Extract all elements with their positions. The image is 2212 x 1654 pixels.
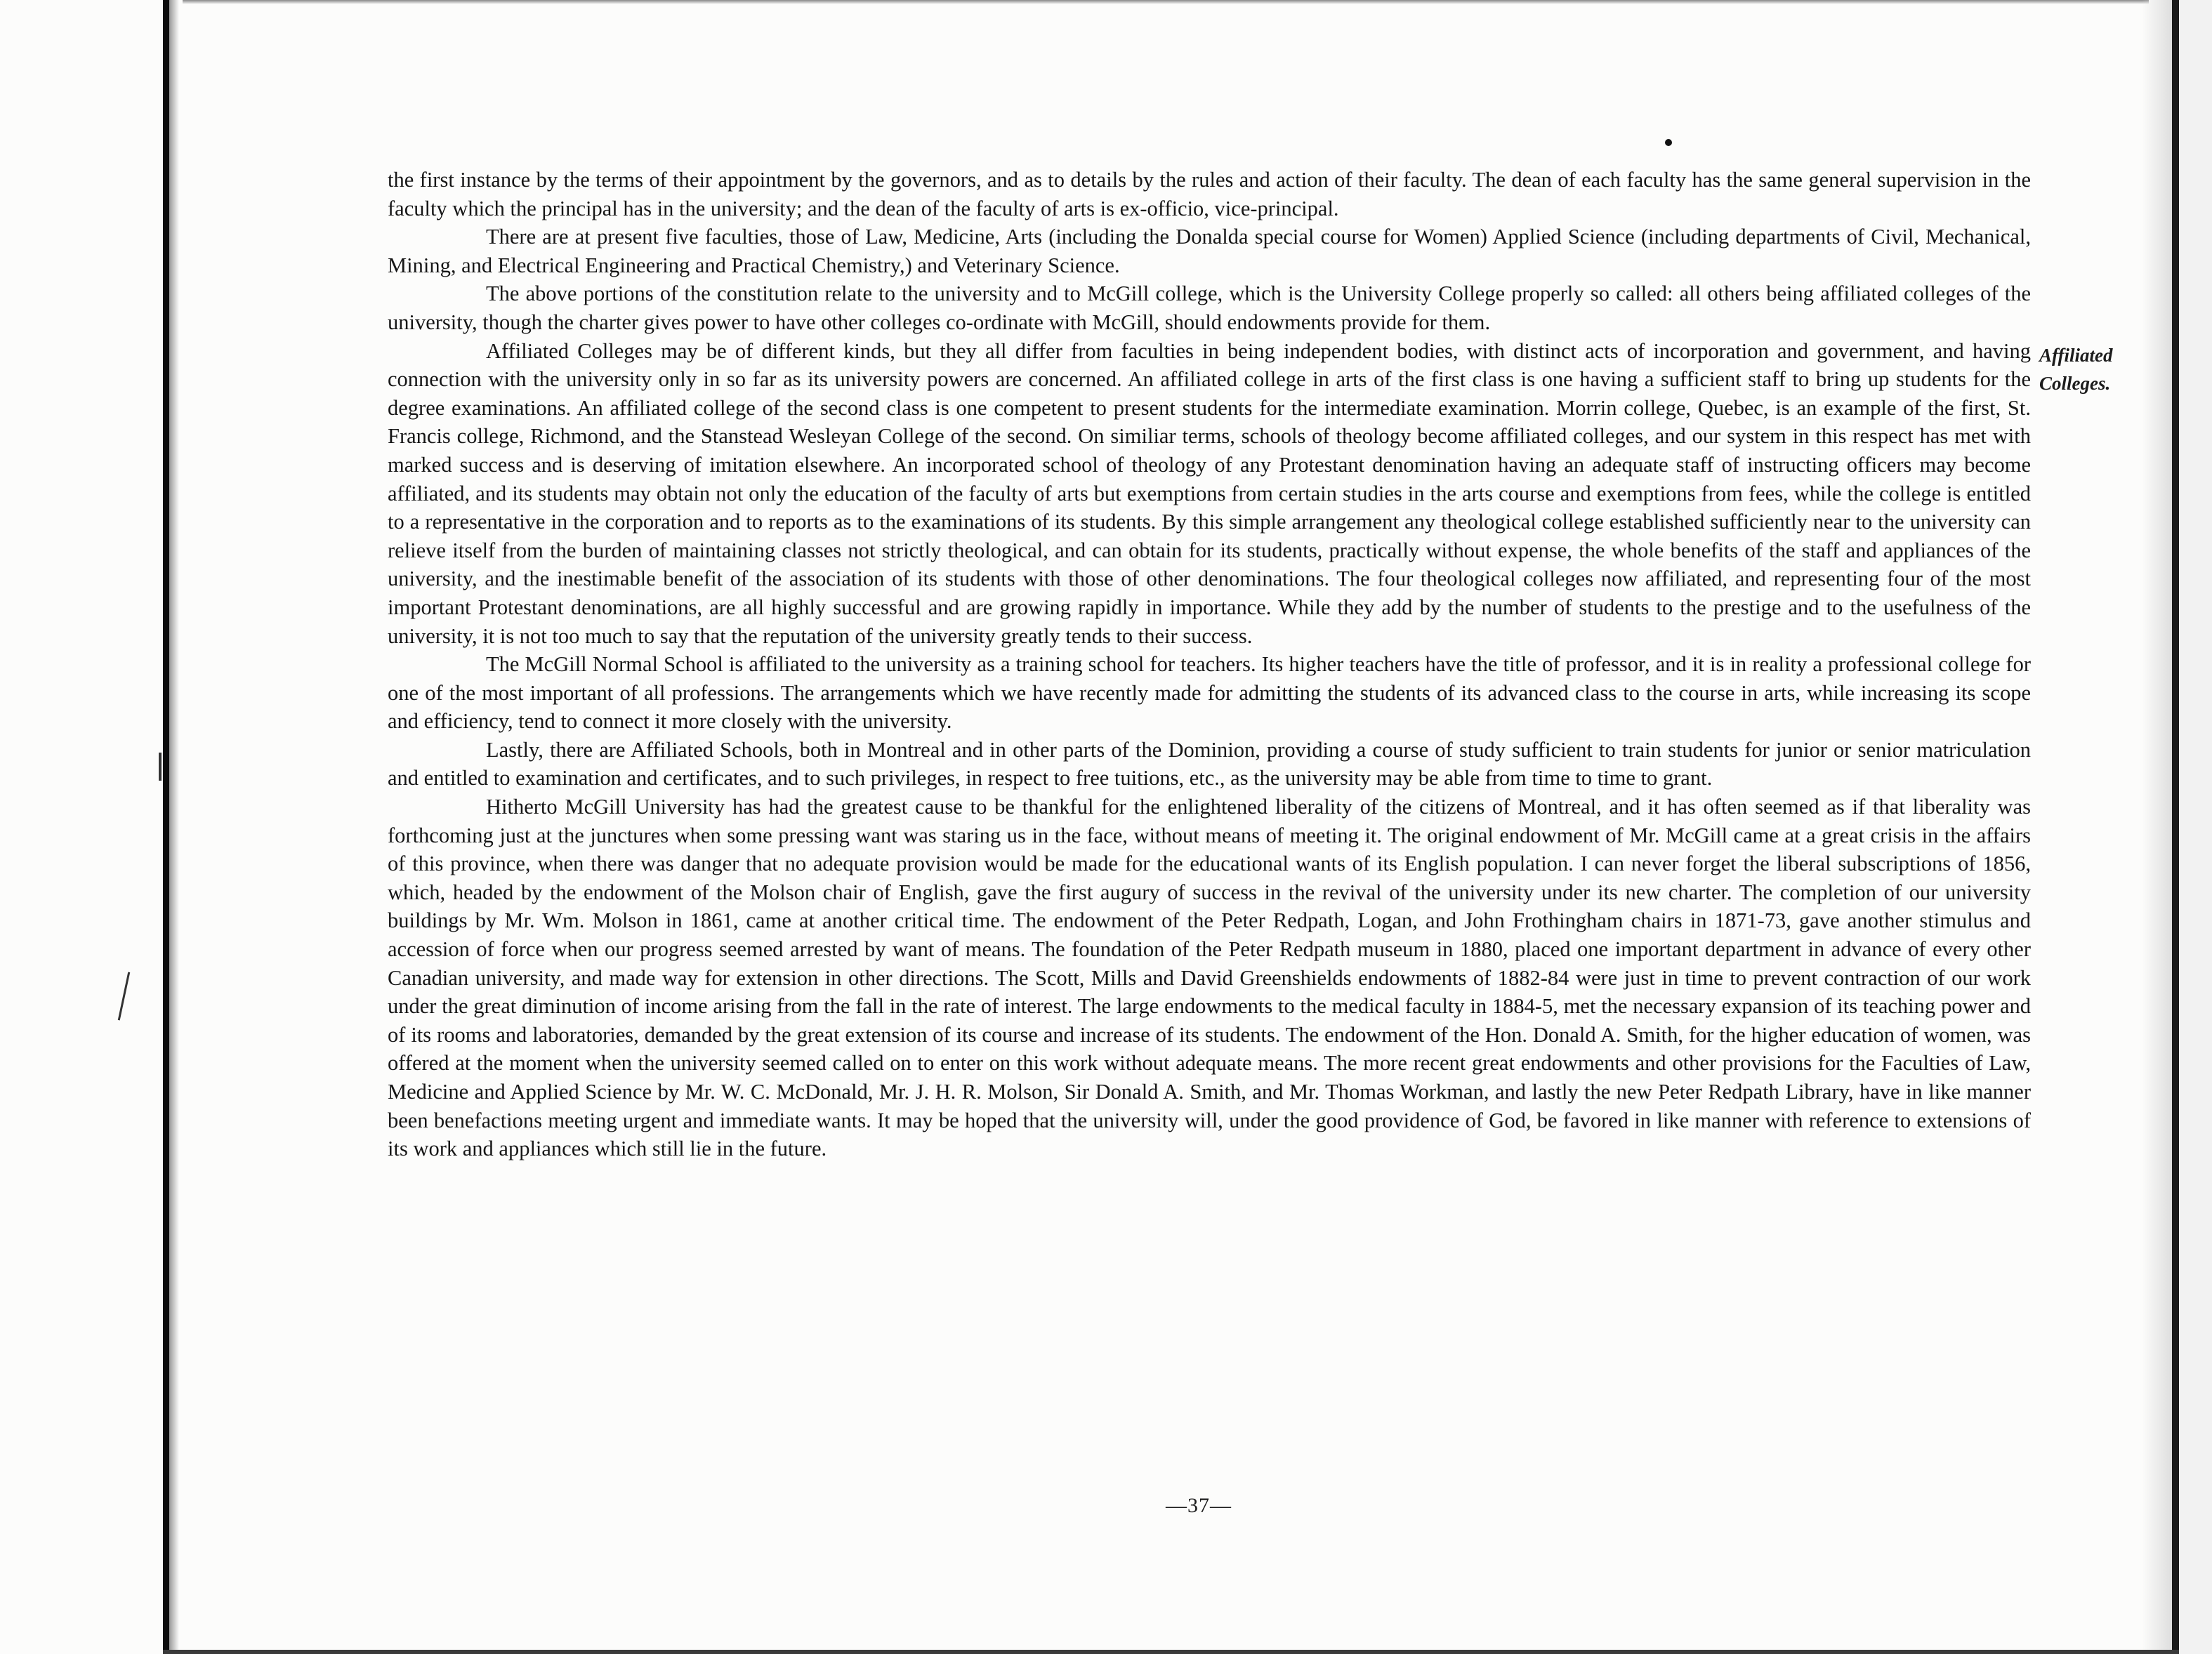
scan-background-right bbox=[2179, 0, 2212, 1654]
marginal-note-line: Affiliated bbox=[2039, 345, 2113, 366]
page-edge-right bbox=[2172, 0, 2179, 1654]
paragraph: the first instance by the terms of their appointment by the governors, and as to details by the rules and action of their faculty. The dean of each faculty has the same general supervision in the faculty which the principal has in the university; and the dean of the faculty of arts is ex-officio, vice-principal. bbox=[388, 168, 2031, 220]
ink-speck bbox=[1665, 139, 1672, 146]
margin-tick-mark bbox=[159, 753, 162, 781]
margin-pencil-mark bbox=[118, 972, 130, 1020]
paragraph: There are at present five faculties, those of Law, Medicine, Arts (including the Donalda special course for Women) Applied Science (including departments of Civil, Mechanical, Mining, and Electrical Engineering and Practical Chemistry,) and Veterinary Science. bbox=[388, 225, 2031, 277]
marginal-note bbox=[2039, 341, 2138, 397]
top-edge-shadow bbox=[183, 0, 2149, 4]
paragraph: Hitherto McGill University has had the greatest cause to be thankful for the enlightened liberality of the citizens of Montreal, and it has often seemed as if that liberality was forthcoming just at the junctures when some pressing want was staring us in the face, without means of meeting it. The original endowment of Mr. McGill came at a great crisis in the affairs of this province, when there was danger that no adequate provision would be made for the educational wants of its English population. I can never forget the liberal subscriptions of 1856, which, headed by the endowment of the Molson chair of English, gave the first augury of success in the revival of the university under its new charter. The completion of our university buildings by Mr. Wm. Molson in 1861, came at another critical time. The endowment of the Peter Redpath, Logan, and John Frothingham chairs in 1871-73, gave another stimulus and accession of force when our progress seemed arrested by want of means. The foundation of the Peter Redpath museum in 1880, placed one important department in advance of every other Canadian university, and made way for extension in other directions. The Scott, Mills and David Greenshields endowments of 1882-84 were just in time to prevent contraction of our work under the great diminution of income arising from the fall in the rate of interest. The large endowments to the medical faculty in 1884-5, met the necessary expansion of its teaching power and of its rooms and laboratories, demanded by the great extension of its course and increase of its students. The endowment of the Hon. Donald A. Smith, for the higher education of women, was offered at the moment when the university seemed called on to enter on this work without adequate means. The more recent great endowments and other provisions for the Faculties of Law, Medicine and Applied Science by Mr. W. C. McDonald, Mr. J. H. R. Molson, Sir Donald A. Smith, and Mr. Thomas Workman, and lastly the new Peter Redpath Library, have in like manner been benefactions meeting urgent and immediate wants. It may be hoped that the university will, under the good providence of God, be favored in like manner with reference to extensions of its work and appliances which still lie in the future. bbox=[388, 795, 2031, 1161]
marginal-note-line: Colleges. bbox=[2039, 373, 2111, 394]
page-number: —37— bbox=[1166, 1494, 1232, 1517]
paragraph: The above portions of the constitution relate to the university and to McGill college, which is the University College properly so called: all others being affiliated colleges of the university, though the charter gives power to have other colleges co-ordinate with McGill, should endowments provide for them. bbox=[388, 282, 2031, 334]
body-text bbox=[388, 166, 2031, 1163]
page-edge-bottom bbox=[163, 1650, 2179, 1654]
paragraph: The McGill Normal School is affiliated to the university as a training school for teachers. Its higher teachers have the title of professor, and it is in reality a professional college for one of the most important of all professions. The arrangements which we have recently made for admitting the students of its advanced class to the course in arts, while increasing its scope and efficiency, tend to connect it more closely with the university. bbox=[388, 652, 2031, 734]
paragraph: Lastly, there are Affiliated Schools, both in Montreal and in other parts of the Dominion, providing a course of study sufficient to train students for junior or senior matriculation and entitled to examination and certificates, and to such privileges, in respect to free tuitions, etc., as the university may be able from time to time to grant. bbox=[388, 737, 2031, 790]
binding-shadow-left bbox=[169, 0, 179, 1654]
paragraph: Affiliated Colleges may be of different kinds, but they all differ from faculties in being independent bodies, with distinct acts of incorporation and government, and having connection with the university only in so far as its university powers are concerned. An affiliated college in arts of the first class is one having a sufficient staff to bring up students for the degree examinations. An affiliated college of the second class is one competent to present students for the intermediate examination. Morrin college, Quebec, is an example of the first, St. Francis college, Richmond, and the Stanstead Wesleyan College of the second. On similiar terms, schools of theology become affiliated colleges, and our system in this respect has met with marked success and is deserving of imitation elsewhere. An incorporated school of theology of any Protestant denomination having an adequate staff of instructing officers may become affiliated, and its students may obtain not only the education of the faculty of arts but exemptions from certain studies in the arts course and exemptions from fees, while the college is entitled to a representative in the corporation and to reports as to the examinations of its students. By this simple arrangement any theological college established sufficiently near to the university can relieve itself from the burden of maintaining classes not strictly theological, and can obtain for its students, practically without expense, the whole benefits of the staff and appliances of the university, and the inestimable benefit of the association of its students with those of other denominations. The four theological colleges now affiliated, and representing four of the most important Protestant denominations, are all highly successful and are growing rapidly in importance. While they add by the number of students to the prestige and to the usefulness of the university, it is not too much to say that the reputation of the university greatly tends to their success. bbox=[388, 338, 2031, 648]
page-curl-shadow-right bbox=[2142, 0, 2172, 1654]
binding-edge-left bbox=[163, 0, 169, 1654]
